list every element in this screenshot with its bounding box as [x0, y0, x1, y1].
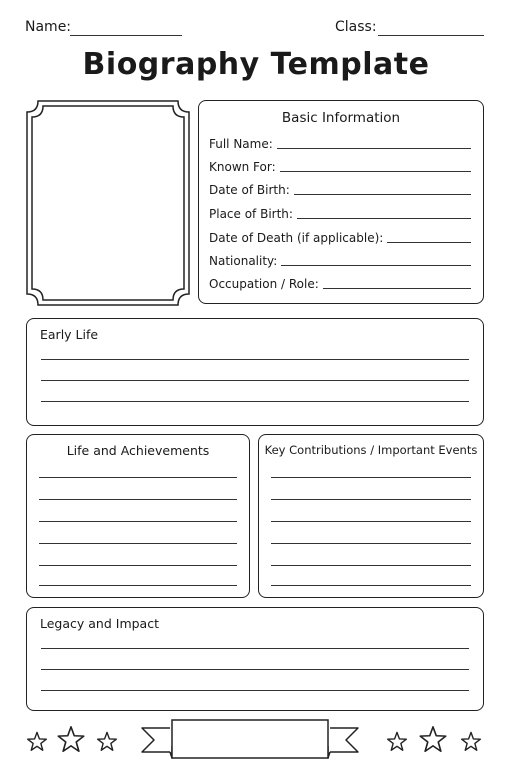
key-contributions-box — [258, 434, 484, 598]
key-contributions-heading: Key Contributions / Important Events — [264, 443, 478, 457]
field-known-for[interactable]: Known For: — [209, 158, 471, 174]
star-icon — [386, 731, 408, 753]
life-achievements-heading: Life and Achievements — [66, 443, 210, 458]
photo-frame[interactable] — [26, 100, 190, 306]
legacy-impact-box — [26, 607, 484, 711]
page-title: Biography Template — [82, 47, 430, 82]
star-icon — [96, 731, 118, 753]
writing-line[interactable] — [39, 499, 237, 500]
early-life-box — [26, 318, 484, 426]
writing-line[interactable] — [39, 521, 237, 522]
name-line[interactable] — [70, 35, 182, 36]
basic-information-heading: Basic Information — [281, 110, 401, 126]
star-icon — [56, 725, 86, 755]
basic-information-box — [198, 100, 484, 304]
star-icon — [418, 725, 448, 755]
early-life-heading: Early Life — [40, 327, 99, 342]
writing-line[interactable] — [271, 521, 471, 522]
writing-line[interactable] — [41, 401, 469, 402]
writing-line[interactable] — [39, 543, 237, 544]
writing-line[interactable] — [271, 477, 471, 478]
writing-line[interactable] — [39, 585, 237, 586]
field-date-of-birth[interactable]: Date of Birth: — [209, 181, 471, 197]
legacy-impact-heading: Legacy and Impact — [40, 616, 159, 631]
writing-line[interactable] — [39, 565, 237, 566]
star-icon — [26, 731, 48, 753]
writing-line[interactable] — [41, 690, 469, 691]
field-full-name[interactable]: Full Name: — [209, 135, 471, 151]
class-label: Class: — [335, 19, 377, 35]
ribbon-banner — [140, 716, 360, 760]
writing-line[interactable] — [271, 499, 471, 500]
class-line[interactable] — [378, 35, 484, 36]
field-place-of-birth[interactable]: Place of Birth: — [209, 205, 471, 221]
field-occupation-role[interactable]: Occupation / Role: — [209, 275, 471, 291]
field-date-of-death[interactable]: Date of Death (if applicable): — [209, 229, 471, 245]
writing-line[interactable] — [41, 669, 469, 670]
life-achievements-box — [26, 434, 250, 598]
writing-line[interactable] — [271, 543, 471, 544]
star-icon — [460, 731, 482, 753]
name-label: Name: — [25, 19, 72, 35]
writing-line[interactable] — [41, 380, 469, 381]
writing-line[interactable] — [41, 648, 469, 649]
writing-line[interactable] — [41, 359, 469, 360]
writing-line[interactable] — [271, 565, 471, 566]
field-nationality[interactable]: Nationality: — [209, 252, 471, 268]
writing-line[interactable] — [39, 477, 237, 478]
writing-line[interactable] — [271, 585, 471, 586]
